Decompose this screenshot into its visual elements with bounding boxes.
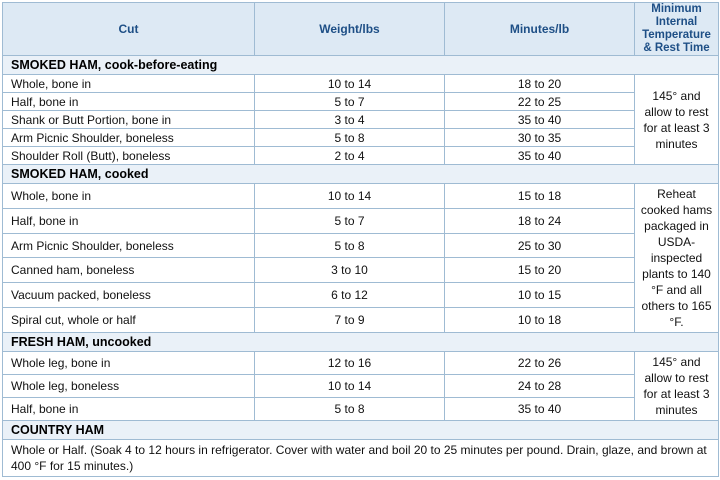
cell-cut: Whole, bone in [3,184,255,209]
section-title: COUNTRY HAM [3,421,719,440]
cell-cut: Shank or Butt Portion, bone in [3,111,255,129]
cell-weight: 3 to 4 [255,111,445,129]
cell-cut: Spiral cut, whole or half [3,308,255,333]
header-weight: Weight/lbs [255,3,445,56]
ham-cooking-table [2,2,719,477]
cell-weight: 6 to 12 [255,283,445,308]
cell-temperature-note: 145° and allow to rest for at least 3 minutes [635,352,719,421]
cell-weight: 5 to 8 [255,233,445,258]
cell-cut: Half, bone in [3,208,255,233]
table-row [3,93,719,111]
section-header [3,333,719,352]
section-title: SMOKED HAM, cooked [3,165,719,184]
header-minutes: Minutes/lb [445,3,635,56]
table-row [3,208,719,233]
table-row [3,398,719,421]
section-header [3,165,719,184]
table-row [3,375,719,398]
cell-minutes: 18 to 24 [445,208,635,233]
cell-weight: 10 to 14 [255,184,445,209]
table-row [3,129,719,147]
cell-minutes: 22 to 25 [445,93,635,111]
cell-temperature-note: Reheat cooked hams packaged in USDA-inspected plants to 140 °F and all others to 165 °F. [635,184,719,333]
section-title: FRESH HAM, uncooked [3,333,719,352]
cell-cut: Arm Picnic Shoulder, boneless [3,233,255,258]
table-row [3,352,719,375]
cell-cut: Half, bone in [3,93,255,111]
cell-minutes: 22 to 26 [445,352,635,375]
cell-weight: 5 to 8 [255,129,445,147]
table-row [3,147,719,165]
cell-cut: Whole leg, bone in [3,352,255,375]
header-row [3,3,719,56]
table-row [3,75,719,93]
cell-minutes: 15 to 18 [445,184,635,209]
cell-weight: 7 to 9 [255,308,445,333]
section-title: SMOKED HAM, cook-before-eating [3,56,719,75]
header-cut: Cut [3,3,255,56]
cell-cut: Half, bone in [3,398,255,421]
cell-weight: 5 to 7 [255,93,445,111]
cell-weight: 10 to 14 [255,75,445,93]
cell-minutes: 30 to 35 [445,129,635,147]
cell-weight: 12 to 16 [255,352,445,375]
cell-minutes: 24 to 28 [445,375,635,398]
table-row [3,258,719,283]
cell-weight: 3 to 10 [255,258,445,283]
cell-weight: 2 to 4 [255,147,445,165]
section-header [3,421,719,440]
table-row [3,283,719,308]
table-row [3,308,719,333]
table-row [3,111,719,129]
cell-minutes: 25 to 30 [445,233,635,258]
cell-cut: Shoulder Roll (Butt), boneless [3,147,255,165]
table-row [3,440,719,477]
cell-weight: 5 to 8 [255,398,445,421]
section-header [3,56,719,75]
cell-minutes: 35 to 40 [445,111,635,129]
cell-temperature-note: 145° and allow to rest for at least 3 minutes [635,75,719,165]
cell-minutes: 18 to 20 [445,75,635,93]
cell-minutes: 35 to 40 [445,147,635,165]
table-row [3,184,719,209]
cell-weight: 5 to 7 [255,208,445,233]
cell-cut: Arm Picnic Shoulder, boneless [3,129,255,147]
cell-minutes: 10 to 18 [445,308,635,333]
cell-minutes: 35 to 40 [445,398,635,421]
cell-minutes: 10 to 15 [445,283,635,308]
cell-cut: Vacuum packed, boneless [3,283,255,308]
cell-minutes: 15 to 20 [445,258,635,283]
cell-cut: Canned ham, boneless [3,258,255,283]
cell-cut: Whole leg, boneless [3,375,255,398]
cell-cut: Whole, bone in [3,75,255,93]
cell-weight: 10 to 14 [255,375,445,398]
table-row [3,233,719,258]
country-ham-instructions: Whole or Half. (Soak 4 to 12 hours in refrigerator. Cover with water and boil 20 to 25 minutes per pound. Drain, glaze, and brown at 400 °F for 15 minutes.) [3,440,719,477]
header-temperature: Minimum Internal Temperature & Rest Time [635,3,719,56]
